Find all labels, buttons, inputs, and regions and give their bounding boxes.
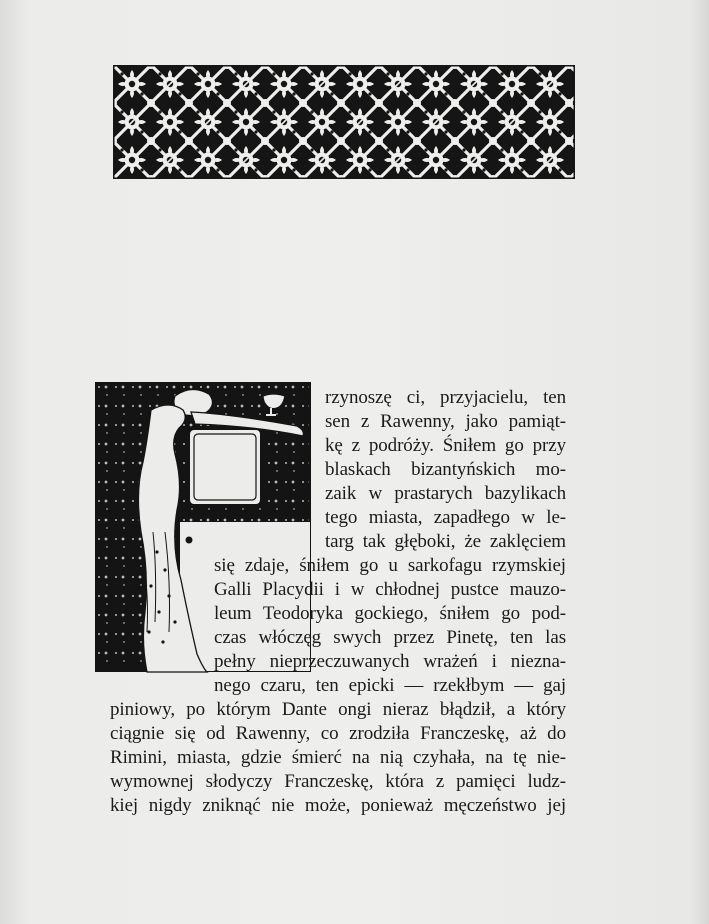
lattice-ornament-icon xyxy=(113,65,575,179)
text-line: czas włóczęg swych przez Pinetę, ten las xyxy=(214,627,566,648)
text-line: zaik w prastarych bazylikach xyxy=(325,483,566,504)
text-line: Galli Placydii i w chłodnej pustce mauzo- xyxy=(214,579,566,600)
text-line: rzynoszę ci, przyjacielu, ten xyxy=(325,387,566,408)
text-line: kiej nigdy zniknąć nie może, ponieważ męczeństwo jej xyxy=(110,795,566,816)
text-line: Rimini, miasta, gdzie śmierć na nią czyhała, na tę nie- xyxy=(110,747,566,768)
text-line: blaskach bizantyńskich mo- xyxy=(325,459,566,480)
text-line: nego czaru, ten epicki — rzekłbym — gaj xyxy=(214,675,566,696)
text-line: tego miasta, zapadłego w le- xyxy=(325,507,566,528)
text-line: się zdaje, śniłem go u sarkofagu rzymskiej xyxy=(214,555,566,576)
text-line: piniowy, po którym Dante ongi nieraz błądził, a który xyxy=(110,699,566,720)
text-line: sen z Rawenny, jako pamiąt- xyxy=(325,411,566,432)
text-line: leum Teodoryka gockiego, śniłem go pod- xyxy=(214,603,566,624)
text-line: wymownej słodyczy Franczeskę, która z pamięci ludz- xyxy=(110,771,566,792)
text-line: pełny nieprzeczuwanych wrażeń i niezna- xyxy=(214,651,566,672)
text-line: targ tak głęboki, że zaklęciem xyxy=(325,531,566,552)
text-line: ciągnie się od Rawenny, co zrodziła Franczeskę, aż do xyxy=(110,723,566,744)
text-line: kę z podróży. Śniłem go przy xyxy=(325,435,566,456)
